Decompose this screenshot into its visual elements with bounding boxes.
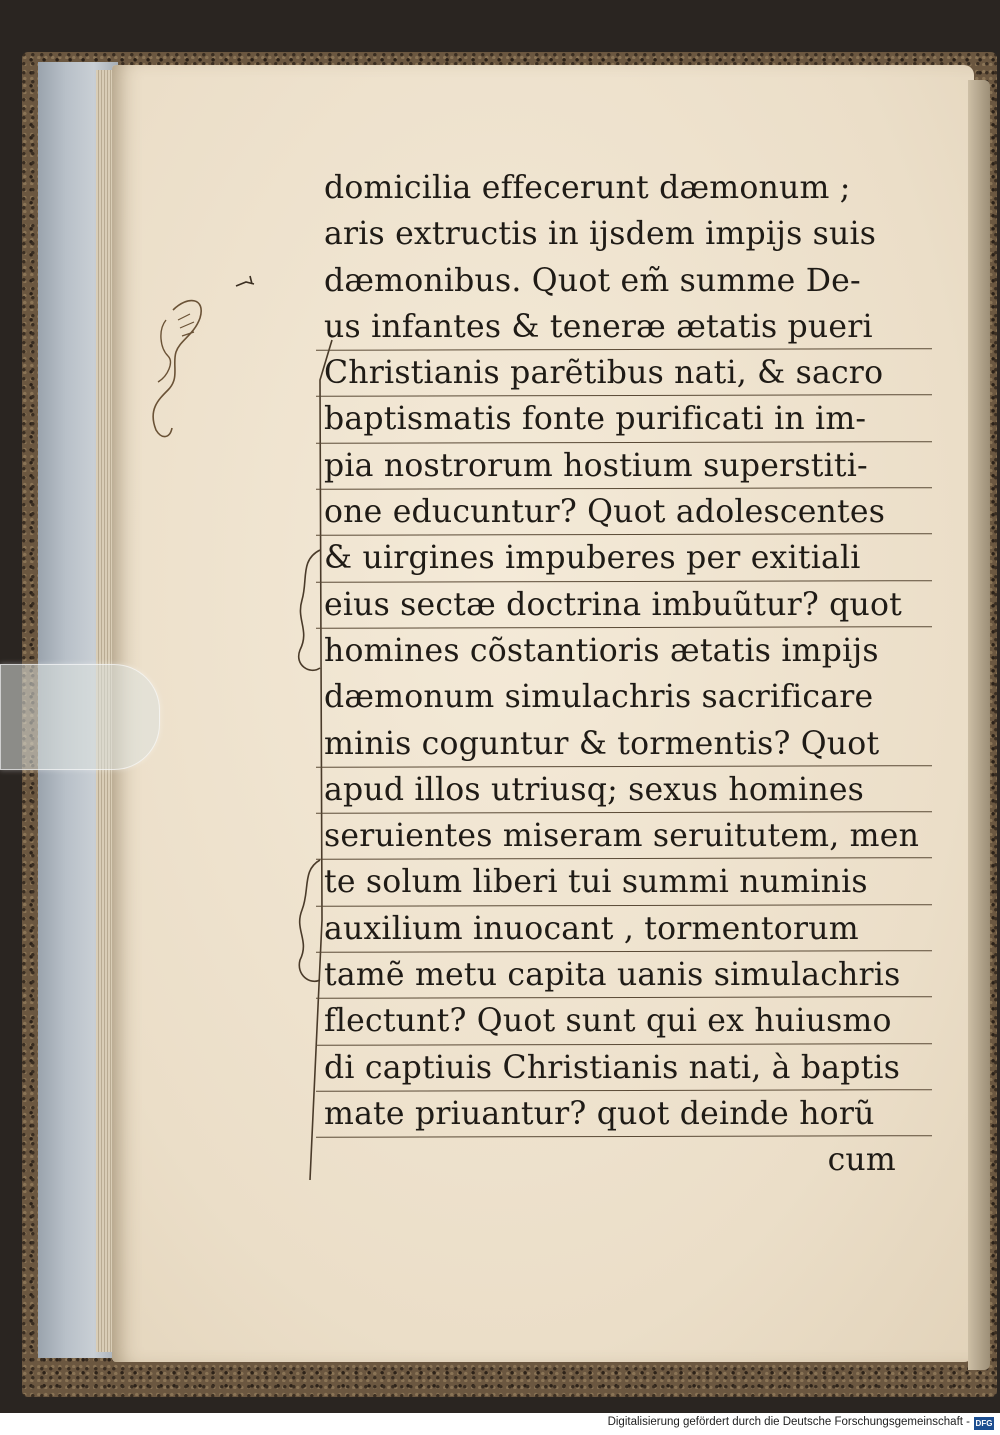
dfg-logo: DFG bbox=[975, 1419, 993, 1428]
text-line: domicilia effecerunt dæmonum ; bbox=[324, 170, 851, 206]
text-line: minis coguntur & tormentis? Quot bbox=[324, 724, 924, 770]
text-line: dæmonibus. Quot em̃ summe De- bbox=[324, 262, 861, 299]
text-line: baptismatis fonte purificati in im- bbox=[324, 399, 924, 445]
text-line: te solum liberi tui summi numinis bbox=[324, 862, 924, 908]
bookmark-clip bbox=[0, 664, 160, 770]
text-line: us infantes & teneræ ætatis pueri bbox=[324, 307, 924, 353]
text-line: seruientes miseram seruitutem, men bbox=[324, 816, 924, 862]
printed-text-block bbox=[324, 168, 924, 1187]
text-line: dæmonum simulachris sacrificare bbox=[324, 679, 874, 716]
funding-credit: Digitalisierung gefördert durch die Deutsche Forschungsgemeinschaft - bbox=[607, 1416, 970, 1428]
text-line: auxilium inuocant , tormentorum bbox=[324, 909, 924, 955]
text-line: eius sectæ doctrina imbuũtur? quot bbox=[324, 585, 924, 631]
text-line: & uirgines impuberes per exitiali bbox=[324, 538, 924, 584]
catchword: cum bbox=[827, 1142, 896, 1179]
marginal-tick-mark bbox=[232, 270, 268, 294]
marginal-hand-sketch bbox=[128, 290, 218, 450]
page-fore-edge bbox=[968, 80, 990, 1370]
text-line: di captiuis Christianis nati, à baptis bbox=[324, 1048, 924, 1094]
text-line: Christianis parẽtibus nati, & sacro bbox=[324, 353, 924, 399]
text-line: tamẽ metu capita uanis simulachris bbox=[324, 955, 924, 1001]
text-line: homines cõstantioris ætatis impijs bbox=[324, 632, 879, 669]
text-line: mate priuantur? quot deinde horũ bbox=[324, 1094, 924, 1140]
text-line: apud illos utriusq; sexus homines bbox=[324, 770, 924, 816]
text-line: one educuntur? Quot adolescentes bbox=[324, 492, 924, 538]
text-line: pia nostrorum hostium superstiti- bbox=[324, 446, 924, 492]
footer-strip bbox=[0, 1413, 1000, 1435]
text-line: aris extructis in ijsdem impijs suis bbox=[324, 216, 877, 253]
text-line: flectunt? Quot sunt qui ex huiusmo bbox=[324, 1001, 924, 1047]
